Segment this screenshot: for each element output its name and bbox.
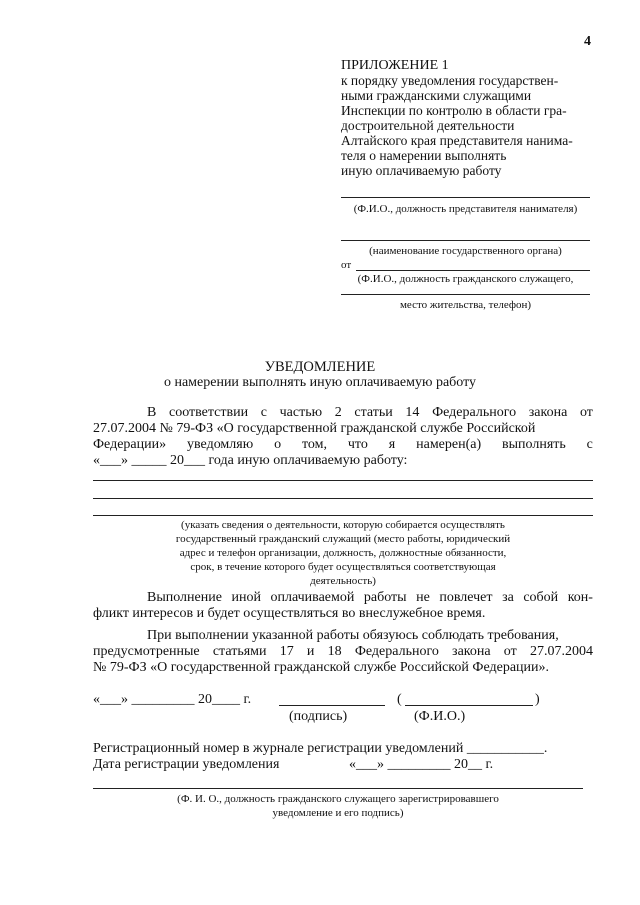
activity-line [93,498,593,499]
word: и [306,644,315,659]
appendix-line: к порядку уведомления государствен- [341,73,559,88]
word: оплачиваемой [270,590,355,605]
para3-line2 [93,644,593,659]
activity-caption: адрес и телефон организации, должность, должностные обязанности, [179,547,507,559]
activity-caption: деятельность) [310,575,376,587]
activity-caption: (указать сведения о деятельности, которую собирается осуществлять [181,519,505,531]
activity-caption: срок, в течение которого будет осуществляться соответствующая [190,561,496,573]
word: закона [452,644,491,659]
servant-caption: (Ф.И.О., должность гражданского служащего, [357,273,574,285]
word: статьями [212,644,267,659]
word: с [586,437,593,452]
name-line [405,705,533,706]
word: частью [279,405,323,420]
appendix-line: Алтайского края представителя нанима- [341,133,573,148]
word: 2 [334,405,342,420]
word: 14 [405,405,420,420]
notice-title: УВЕДОМЛЕНИЕ [264,359,376,375]
signature-line [279,705,385,706]
name-paren-open: ( [397,692,402,707]
appendix-line: ными гражданскими служащими [341,88,532,103]
word: 27.07.2004 [529,644,593,659]
appendix-title: ПРИЛОЖЕНИЕ 1 [341,58,449,73]
para1-line2: 27.07.2004 № 79-ФЗ «О государственной гражданской службе Российской [93,421,536,436]
word: что [347,437,368,452]
word: В [147,405,157,420]
word: с [260,405,267,420]
from-line [356,270,590,271]
appendix-line: теля о намерении выполнять [341,148,507,163]
word: кон- [567,590,593,605]
word: иной [231,590,261,605]
registrar-caption: (Ф. И. О., должность гражданского служащего зарегистрировавшего [177,793,499,805]
appendix-line: Инспекции по контролю в области гра- [341,103,567,118]
appendix-line: достроительной деятельности [341,118,515,133]
employer-caption: (Ф.И.О., должность представителя нанимателя) [353,203,578,215]
word: Выполнение [147,590,222,605]
residence-line [341,294,590,295]
registration-date-value: «___» _________ 20__ г. [349,757,494,772]
word: повлечет [439,590,493,605]
word: 17 [279,644,294,659]
para1-line3 [93,437,593,452]
employer-line [341,197,590,198]
word: собой [523,590,559,605]
name-paren-close: ) [535,692,540,707]
word: соответствии [169,405,249,420]
word: Федерального [432,405,517,420]
notice-subtitle: о намерении выполнять иную оплачиваемую работу [163,375,477,390]
word: за [502,590,514,605]
name-caption: (Ф.И.О.) [414,709,466,724]
residence-caption: место жительства, телефон) [399,299,532,311]
word: Федерации» [93,437,167,452]
agency-line [341,240,590,241]
registration-number: Регистрационный номер в журнале регистрации уведомлений ___________. [93,741,548,756]
signature-date: «___» _________ 20____ г. [93,692,252,707]
para1-line4: «___» _____ 20___ года иную оплачиваемую работу: [93,453,408,468]
word: уведомляю [187,437,254,452]
appendix-line: иную оплачиваемую работу [341,163,502,178]
word: предусмотренные [93,644,200,659]
page-number: 4 [584,34,591,49]
word: о [274,437,282,452]
word: выполнять [502,437,566,452]
word: статьи [354,405,393,420]
word: работы [363,590,407,605]
signature-caption: (подпись) [289,709,348,724]
word: от [503,644,517,659]
word: закона [528,405,568,420]
activity-line [93,480,593,481]
para1-line1 [147,405,593,420]
para3-line3: № 79-ФЗ «О государственной гражданской службе Российской Федерации». [93,660,550,675]
word: 18 [327,644,342,659]
para2-line1 [147,590,593,605]
agency-caption: (наименование государственного органа) [369,245,562,257]
word: не [416,590,430,605]
para3-line1: При выполнении указанной работы обязуюсь соблюдать требования, [147,628,559,643]
activity-caption: государственный гражданский служащий (место работы, юридический [175,533,511,545]
para2-line2: фликт интересов и будет осуществляться во внеслужебное время. [93,606,486,621]
registrar-line [93,788,583,789]
activity-line [93,515,593,516]
word: намерен(а) [416,437,482,452]
word: от [579,405,593,420]
word: Федерального [354,644,439,659]
word: том, [301,437,327,452]
from-label: от [341,259,352,271]
registrar-caption: уведомление и его подпись) [272,807,404,819]
word: я [388,437,396,452]
registration-date-label: Дата регистрации уведомления [93,757,280,772]
